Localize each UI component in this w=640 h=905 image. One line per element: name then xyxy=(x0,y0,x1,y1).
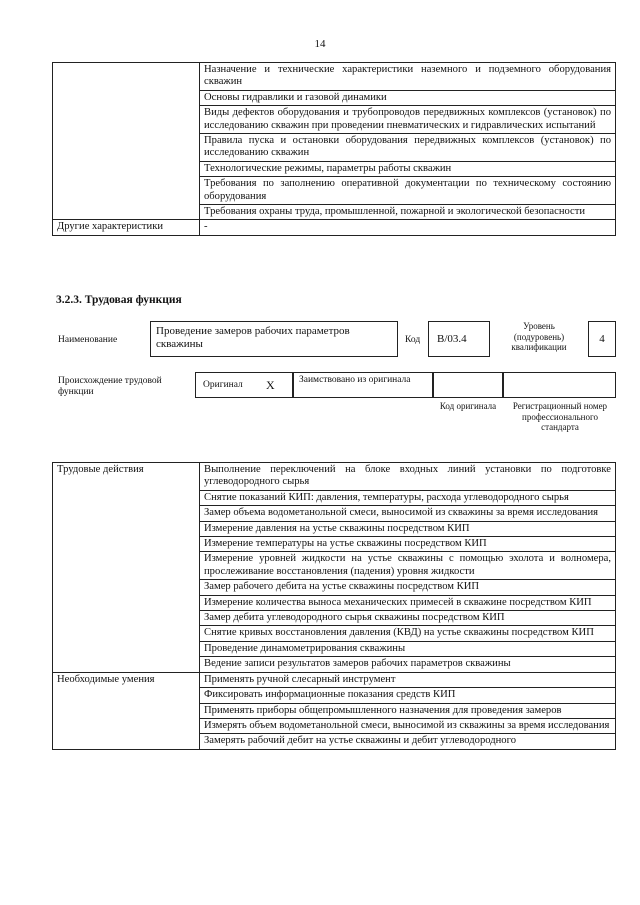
labor-action-item: Измерение количества выноса механических примесей в скважине посредством КИП xyxy=(200,595,616,610)
empty-left-cell xyxy=(53,63,200,220)
labor-actions-label: Трудовые действия xyxy=(53,463,200,673)
knowledge-item: Правила пуска и остановки оборудования передвижных комплексов (установок) по исследованию скважин xyxy=(200,134,616,162)
function-name-box xyxy=(150,321,398,357)
labor-action-item: Измерение температуры на устье скважины посредством КИП xyxy=(200,537,616,552)
reg-caption: Регистрационный номер профессионального стандарта xyxy=(512,401,608,432)
original-label: Оригинал xyxy=(203,380,243,390)
required-skill-item: Измерять объем водометанольной смеси, выносимой из скважины за время исследования xyxy=(200,718,616,733)
required-skill-item: Замерять рабочий дебит на устье скважины и дебит углеводородного xyxy=(200,734,616,749)
level-label: Уровень (подуровень) квалификации xyxy=(511,321,567,352)
other-characteristics-value: - xyxy=(200,220,616,235)
code-box xyxy=(428,321,490,357)
labor-action-item: Замер дебита углеводородного сырья скважины посредством КИП xyxy=(200,611,616,626)
original-code-box xyxy=(433,372,503,398)
code-caption: Код оригинала xyxy=(439,401,497,411)
table-row xyxy=(53,220,616,235)
knowledge-item: Назначение и технические характеристики наземного и подземного оборудования скважин xyxy=(200,63,616,91)
function-name-value: Проведение замеров рабочих параметров скважины xyxy=(156,325,350,350)
origin-label: Происхождение трудовой функции xyxy=(58,376,162,397)
knowledge-item: Требования охраны труда, промышленной, пожарной и экологической безопасности xyxy=(200,205,616,220)
required-skill-item: Применять ручной слесарный инструмент xyxy=(200,672,616,687)
actions-skills-table xyxy=(52,462,616,750)
other-characteristics-label: Другие характеристики xyxy=(53,220,200,235)
table-row xyxy=(53,463,616,491)
required-skill-item: Фиксировать информационные показания средств КИП xyxy=(200,688,616,703)
name-label: Наименование xyxy=(58,335,118,345)
labor-action-item: Измерение давления на устье скважины посредством КИП xyxy=(200,521,616,536)
page-number: 14 xyxy=(314,38,326,50)
original-box xyxy=(195,372,293,398)
labor-action-item: Снятие кривых восстановления давления (КВД) на устье скважины посредством КИП xyxy=(200,626,616,641)
knowledge-item: Основы гидравлики и газовой динамики xyxy=(200,90,616,105)
reg-number-box xyxy=(503,372,616,398)
level-value: 4 xyxy=(599,333,605,345)
table-row xyxy=(53,63,616,91)
knowledge-table xyxy=(52,62,616,236)
level-box xyxy=(588,321,616,357)
labor-action-item: Ведение записи результатов замеров рабочих параметров скважины xyxy=(200,657,616,672)
labor-action-item: Выполнение переключений на блоке входных линий установки по подготовке углеводородного сырья xyxy=(200,463,616,491)
code-value: B/03.4 xyxy=(437,333,467,345)
knowledge-item: Виды дефектов оборудования и трубопроводов передвижных комплексов (установок) по исследованию скважин при проведении пневматических и гидравлических испытаний xyxy=(200,106,616,134)
labor-action-item: Замер объема водометанольной смеси, выносимой из скважины за время исследования xyxy=(200,506,616,521)
borrowed-label: Заимствовано из оригинала xyxy=(299,375,411,385)
original-mark: X xyxy=(266,378,275,392)
required-skill-item: Применять приборы общепромышленного назначения для проведения замеров xyxy=(200,703,616,718)
borrowed-box xyxy=(293,372,433,398)
labor-action-item: Замер рабочего дебита на устье скважины посредством КИП xyxy=(200,580,616,595)
knowledge-item: Требования по заполнению оперативной документации по техническому состоянию оборудования xyxy=(200,177,616,205)
table-row xyxy=(53,672,616,687)
section-title: 3.2.3. Трудовая функция xyxy=(56,294,182,306)
labor-action-item: Снятие показаний КИП: давления, температуры, расхода углеводородного сырья xyxy=(200,490,616,505)
labor-action-item: Проведение динамометрирования скважины xyxy=(200,641,616,656)
knowledge-item: Технологические режимы, параметры работы скважин xyxy=(200,161,616,176)
labor-action-item: Измерение уровней жидкости на устье скважины с помощью эхолота и волномера, прослеживание восстановления (падения) уровня жидкости xyxy=(200,552,616,580)
code-label: Код xyxy=(405,335,421,345)
required-skills-label: Необходимые умения xyxy=(53,672,200,749)
